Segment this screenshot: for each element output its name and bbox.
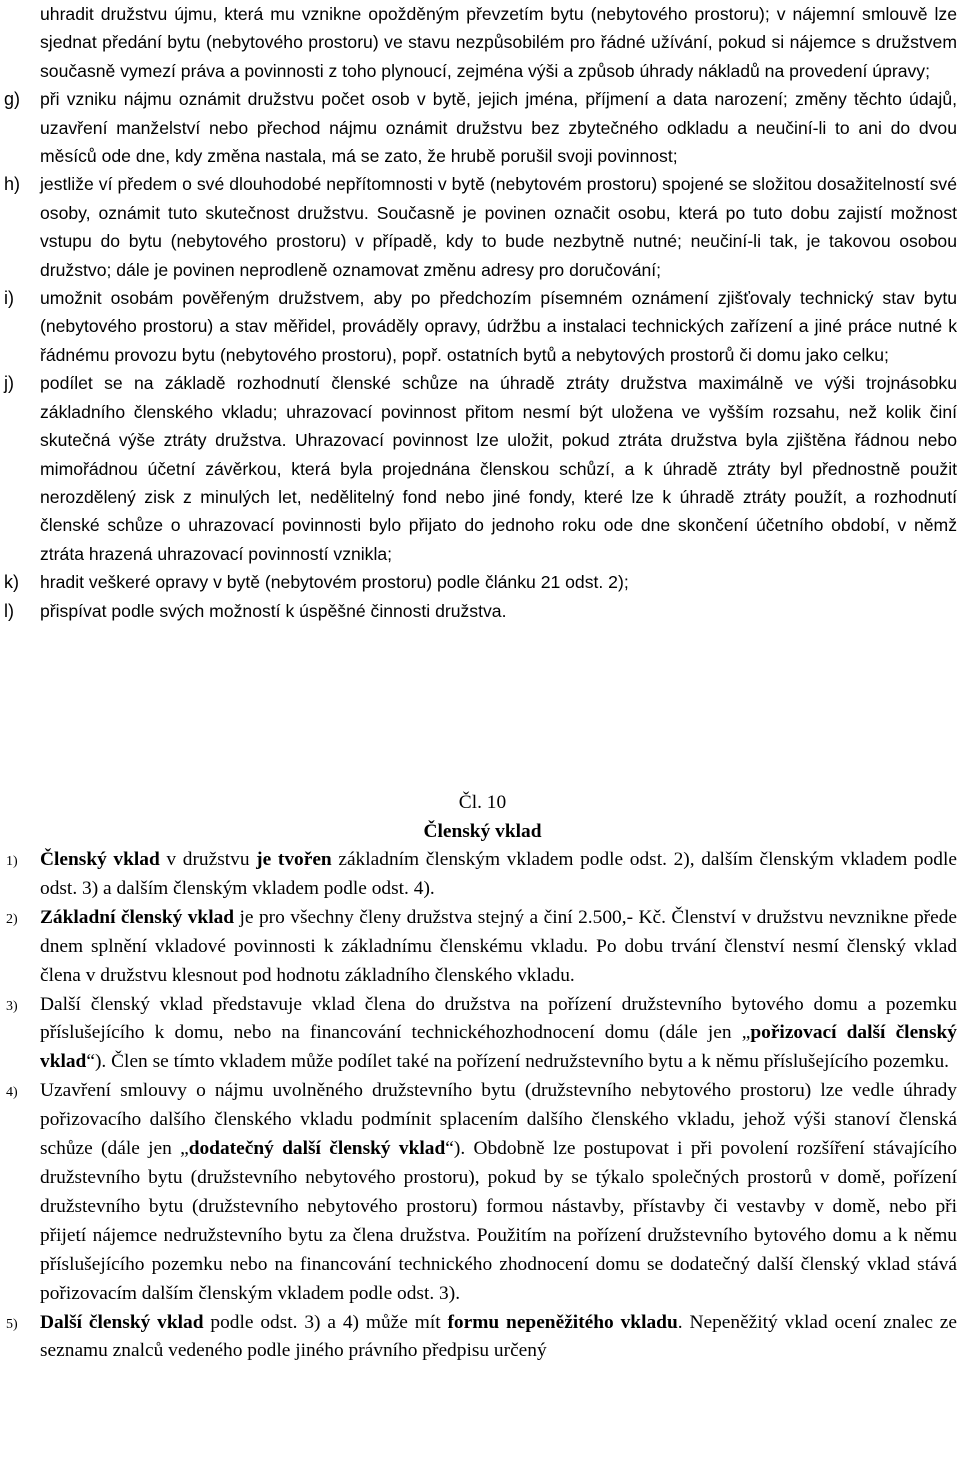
- paragraph-1: [0, 846, 957, 904]
- list-marker: k): [4, 572, 19, 593]
- paragraph-text: Uzavření smlouvy o nájmu uvolněného družstevního bytu (družstevního nebytového prostoru) lze vedle úhrady pořizovacího dalšího členského vkladu podmínit splacením dalšího členského vkladu, jehož výši stanoví členská schůze (dále jen „: [40, 1080, 957, 1160]
- paragraph-number: 1): [6, 854, 18, 869]
- list-marker: g): [4, 89, 21, 110]
- list-item-text: uhradit družstvu újmu, která mu vznikne opožděným převzetím bytu (nebytového prostoru); v nájemní smlouvě lze sjednat předání bytu (nebytového prostoru) ve stavu nezpůsobilém pro řádné užívání, pokud si nájemce s družstvem současně vymezí práva a povinnosti z toho plynoucí, zejména výši a způsob úhrady nákladů na provedení úpravy;: [40, 4, 957, 81]
- list-item-k: [0, 568, 957, 596]
- list-marker: j): [4, 373, 14, 394]
- bold-term: Základní členský vklad: [40, 906, 235, 928]
- bold-term: je tvořen: [256, 849, 332, 870]
- list-item-f-continuation: [0, 0, 957, 85]
- list-item-j: [0, 369, 957, 568]
- list-item-text: hradit veškeré opravy v bytě (nebytovém prostoru) podle článku 21 odst. 2);: [40, 572, 629, 593]
- list-marker: h): [4, 174, 21, 195]
- paragraph-2: [0, 904, 957, 991]
- paragraph-text: základním členským vkladem podle odst. 2), dalším členským vkladem podle odst. 3) a dalším členským vkladem podle odst. 4).: [40, 849, 957, 899]
- list-item-text: při vzniku nájmu oznámit družstvu počet osob v bytě, jejich jména, příjmení a data narození; změny těchto údajů, uzavření manželství nebo přechod nájmu oznámit družstvu bez zbytečného odkladu a neučiní-li to ani do dvou měsíců ode dne, kdy změna nastala, má se zato, že hrubě porušil svoji povinnost;: [40, 89, 957, 167]
- bold-term: Členský vklad: [40, 849, 160, 870]
- list-item-text: přispívat podle svých možností k úspěšné činnosti družstva.: [40, 600, 507, 621]
- obligations-list: [0, 0, 957, 625]
- bold-term: Další členský vklad: [40, 1311, 204, 1333]
- paragraph-number: 4): [6, 1085, 18, 1101]
- paragraph-number: 2): [6, 911, 18, 927]
- list-item-text: podílet se na základě rozhodnutí členské schůze na úhradě ztráty družstva maximálně ve výši trojnásobku základního členského vkladu; uhrazovací povinnost přitom nesmí být uložena ve vyšším rozsahu, než kolik činí skutečná výše ztráty družstva. Uhrazovací povinnost lze uložit, pokud ztráta družstva byla zjištěna řádnou nebo mimořádnou účetní závěrkou, která byla projednána členskou schůzí, a k úhradě ztráty byl přednostně použit nerozdělený zisk z minulých let, nedělitelný fond nebo jiné fondy, které lze k úhradě ztráty použít, a rozhodnutí členské schůze o uhrazovací povinnosti bylo přijato do jednoho roku ode dne skončení účetního období, v němž ztráta hrazená uhrazovací povinností vznikla;: [40, 373, 957, 564]
- bold-term: formu nepeněžitého vkladu: [447, 1311, 678, 1333]
- paragraph-text: . Nepeněžitý vklad ocení znalec ze seznamu znalců vedeného podle jiného právního předpisu určený: [40, 1311, 958, 1362]
- list-marker: l): [4, 600, 14, 621]
- list-marker: i): [4, 288, 14, 309]
- list-item-l: [0, 597, 957, 625]
- paragraph-text: podle odst. 3) a 4) může mít: [203, 1311, 448, 1333]
- paragraph-text: “). Člen se tímto vkladem může podílet také na pořízení nedružstevního bytu a k němu příslušejícího pozemku.: [86, 1051, 950, 1073]
- bold-term: dodatečný další členský vklad: [188, 1138, 446, 1160]
- list-item-text: umožnit osobám pověřeným družstvem, aby po předchozím písemném oznámení zjišťovaly technický stav bytu (nebytového prostoru) a stav měřidel, prováděly opravy, údržbu a instalaci technických zařízení a jiné práce nutné k řádnému provozu bytu (nebytového prostoru), popř. ostatních bytů a nebytových prostorů či domu jako celku;: [40, 288, 957, 365]
- list-item-h: [0, 170, 957, 284]
- list-item-g: [0, 85, 957, 170]
- article-title: Členský vklad: [423, 821, 542, 842]
- article-heading: [24, 788, 941, 846]
- list-item-i: [0, 284, 957, 369]
- article-number: Čl. 10: [458, 792, 507, 813]
- paragraph-text: Další členský vklad představuje vklad člena do družstva na pořízení družstevního bytového domu a pozemku příslušejícího k domu, nebo na financování technickéhozhodnocení domu (dále jen „: [40, 993, 957, 1044]
- article-paragraphs: [0, 846, 957, 1366]
- list-item-text: jestliže ví předem o své dlouhodobé nepřítomnosti v bytě (nebytovém prostoru) spojené se složitou dosažitelností své osoby, oznámit tuto skutečnost družstvu. Současně je povinen označit osobu, která po tuto dobu zajistí možnost vstupu do bytu (nebytového prostoru) v případě, kdy to bude nezbytně nutné; neučiní-li tak, je takovou osobou družstvo; dále je povinen neprodleně oznamovat změnu adresy pro doručování;: [40, 174, 957, 280]
- paragraph-number: 5): [6, 1316, 18, 1332]
- paragraph-text: je pro všechny členy družstva stejný a činí 2.500,- Kč. Členství v družstvu nevznikne přede dnem splnění vkladové povinnosti k základnímu členskému vkladu. Po dobu trvání členství nesmí členský vklad člena v družstvu klesnout pod hodnotu základního členského vkladu.: [40, 906, 957, 986]
- paragraph-text: v družstvu: [159, 849, 257, 870]
- paragraph-5: [0, 1309, 957, 1367]
- paragraph-4: [0, 1077, 957, 1308]
- paragraph-3: [0, 991, 957, 1078]
- paragraph-text: “). Obdobně lze postupovat i při povolení rozšíření stávajícího družstevního bytu (družstevního nebytového prostoru), pokud by se týkalo společných prostorů v domě, pořízení družstevního bytu (družstevního nebytového prostoru) formou nástavby, přístavby či vestavby v domě, nebo při přijetí nájemce nedružstevního bytu za člena družstva. Použitím na pořízení družstevního bytového domu a k němu příslušejícího pozemku nebo na financování technického zhodnocení domu se dodatečný další členský vklad stává pořizovacím dalším členským vkladem podle odst. 3).: [40, 1138, 957, 1304]
- paragraph-number: 3): [6, 998, 18, 1014]
- bold-term: pořizovací další členský vklad: [40, 1022, 957, 1073]
